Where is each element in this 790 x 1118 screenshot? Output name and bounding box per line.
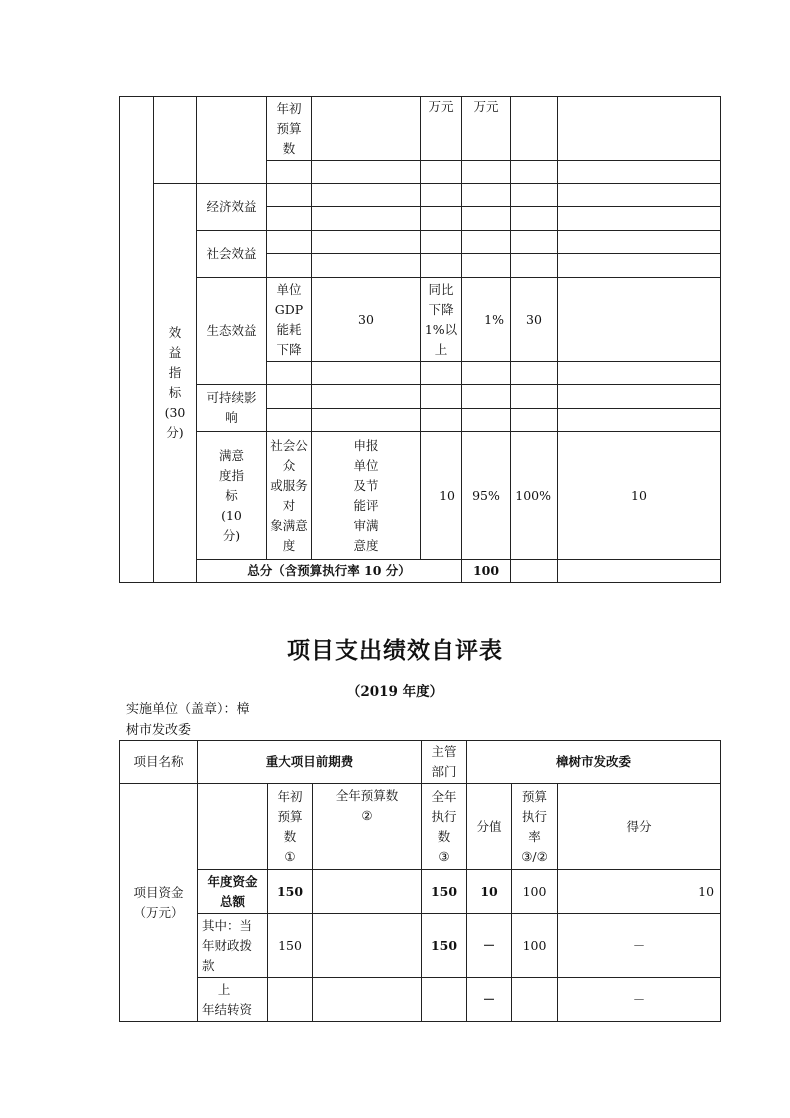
satisfaction-category: 满意 度指 标 (10 分)	[197, 432, 267, 560]
sat-weight: 10	[421, 432, 462, 560]
row-budget: 150	[268, 914, 313, 978]
row-rate	[512, 978, 558, 1022]
row-weight: －	[467, 914, 512, 978]
empty-cell	[154, 97, 197, 184]
empty-cell	[198, 784, 268, 870]
row-score: －	[558, 914, 721, 978]
empty-cell	[511, 97, 558, 161]
row-label: 上 年结转资	[198, 978, 268, 1022]
budget-unit-b: 万元	[462, 97, 511, 161]
form-year: （2019 年度）	[346, 684, 444, 700]
outer-category-cell	[120, 97, 154, 583]
col-exec: 全年 执行 数 ③	[422, 784, 467, 870]
eco-indicator: 单位 GDP 能耗 下降	[267, 278, 312, 362]
eco-target: 同比 下降 1%以 上	[421, 278, 462, 362]
benefit-category: 效 益 指 标 (30 分)	[154, 184, 197, 583]
ecological-benefit-label: 生态效益	[197, 278, 267, 385]
form-title: 项目支出绩效自评表	[287, 637, 503, 664]
row-rate: 100	[512, 914, 558, 978]
col-budget: 年初 预算 数 ①	[268, 784, 313, 870]
sat-actual: 100%	[511, 432, 558, 560]
row-exec: 150	[422, 870, 467, 914]
col-weight: 分值	[467, 784, 512, 870]
empty-cell	[558, 97, 721, 161]
implementing-unit: 实施单位（盖章）：樟 树市发改委	[126, 702, 250, 738]
row-weight: 10	[467, 870, 512, 914]
row-rate: 100	[512, 870, 558, 914]
total-weight: 100	[462, 560, 511, 583]
budget-label: 年初 预算 数	[267, 97, 312, 161]
col-rate: 预算 执行 率 ③/②	[512, 784, 558, 870]
table-row	[120, 914, 721, 978]
project-expenditure-table	[119, 740, 721, 1022]
row-budget: 150	[268, 870, 313, 914]
dept-label: 主管 部门	[422, 741, 467, 784]
project-name-label: 项目名称	[120, 741, 198, 784]
row-label: 其中：当 年财政拨 款	[198, 914, 268, 978]
row-score: 10	[558, 870, 721, 914]
funds-label: 项目资金 （万元）	[120, 784, 198, 1022]
economic-benefit-label: 经济效益	[197, 184, 267, 231]
eco-weight: 30	[312, 278, 421, 362]
row-score: －	[558, 978, 721, 1022]
row-weight: －	[467, 978, 512, 1022]
col-score: 得分	[558, 784, 721, 870]
row-label: 年度资金 总额	[198, 870, 268, 914]
sat-indicator: 申报 单位 及节 能评 审满 意度	[312, 432, 421, 560]
eco-actual: 1%	[462, 278, 511, 362]
performance-indicator-table	[119, 96, 721, 583]
table-row	[120, 870, 721, 914]
empty-cell	[197, 97, 267, 184]
social-benefit-label: 社会效益	[197, 231, 267, 278]
sustainable-impact-label: 可持续影 响	[197, 385, 267, 432]
total-label: 总分（含预算执行率 10 分）	[197, 560, 462, 583]
row-exec	[422, 978, 467, 1022]
satisfaction-sub-label: 社会公众 或服务对 象满意度	[267, 432, 312, 560]
dept-name: 樟树市发改委	[467, 741, 721, 784]
project-name: 重大项目前期费	[198, 741, 422, 784]
empty-cell	[312, 97, 421, 161]
col-full-budget: 全年预算数 ②	[313, 784, 422, 870]
sat-target: 95%	[462, 432, 511, 560]
sat-score: 10	[558, 432, 721, 560]
row-budget	[268, 978, 313, 1022]
table-row	[120, 978, 721, 1022]
budget-unit-a: 万元	[421, 97, 462, 161]
eco-score: 30	[511, 278, 558, 362]
row-exec: 150	[422, 914, 467, 978]
